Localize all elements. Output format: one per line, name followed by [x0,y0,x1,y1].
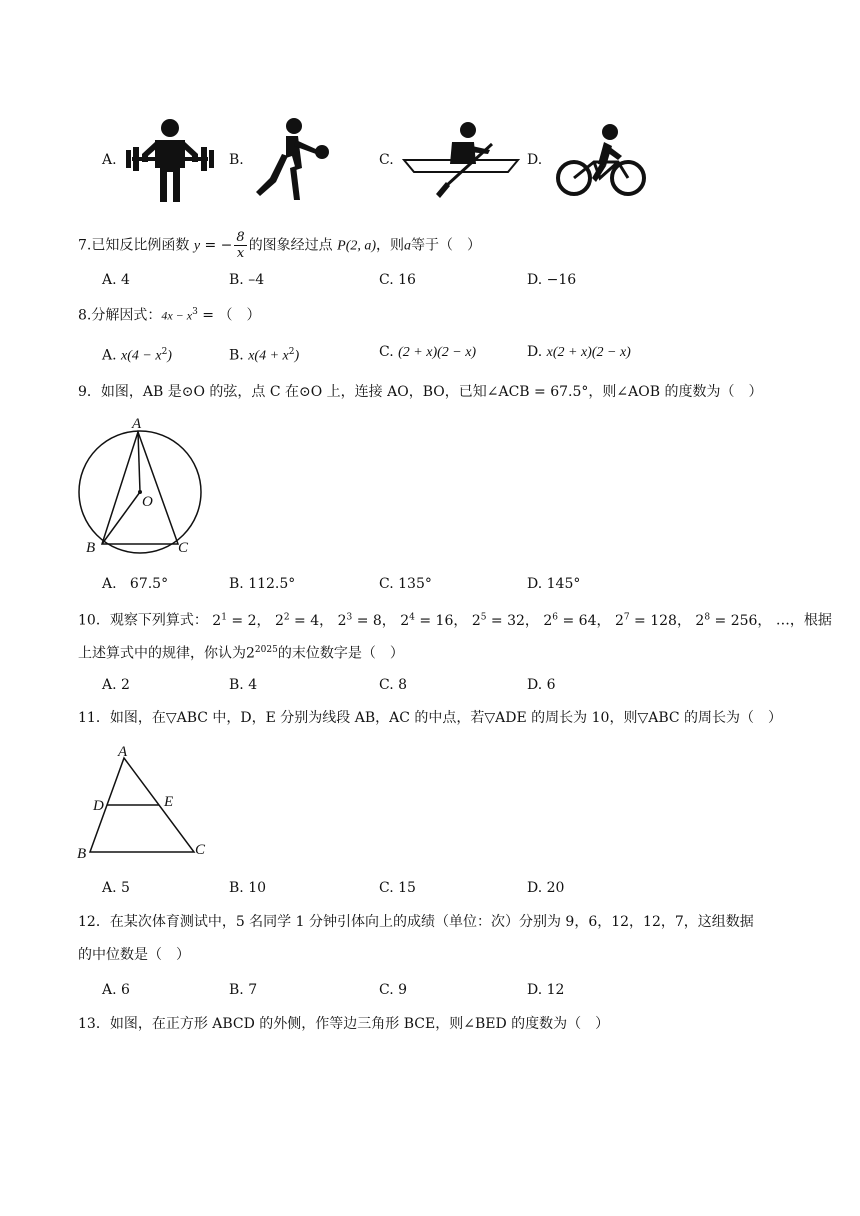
q9-option-b: B. 112.5° [229,576,296,592]
q7-option-d: D. −16 [527,272,577,288]
q10-power-8: $2^8 = 256$， [695,612,772,629]
q9-stem: 9．如图，AB 是⊙O 的弦，点 C 在⊙O 上，连接 AO，BO，已知∠ACB = 67.5°，则∠AOB 的度数为（ ） [78,384,763,400]
q11-stem: 11．如图，在▽ABC 中，D，E 分别为线段 AB，AC 的中点，若▽ADE 的周长为 10，则▽ABC 的周长为（ ） [78,710,783,726]
q7-option-c: C. 16 [379,272,416,288]
q11-option-d: D. 20 [527,880,565,896]
q8-option-a: A. $x(4 - x^2)$ [102,347,172,364]
volleyball-icon [252,116,332,202]
q9-option-c: C. 135° [379,576,432,592]
weightlifting-icon [124,116,216,204]
q6-option-b-letter: B. [229,152,244,168]
q11-label-e: E [164,794,174,810]
rowing-icon [402,120,520,200]
q6-option-c-letter: C. [379,152,394,168]
q11-label-b: B [77,846,87,862]
q9-circle-figure [74,412,210,560]
q12-stem-line2: 的中位数是（ ） [78,947,190,963]
q11-label-a: A [118,744,128,760]
q12-option-a: A. 6 [102,982,130,998]
q7-option-a: A. 4 [102,272,130,288]
q9-option-a: A. 67.5° [102,576,169,592]
q12-option-b: B. 7 [229,982,258,998]
q9-label-a: A [132,416,142,432]
q10-power-2: $2^2 = 4$， [274,612,334,629]
q10-stem-line2: 上述算式中的规律，你认为$2^{2025}$的末位数字是（ ） [78,645,404,662]
q13-stem: 13．如图，在正方形 ABCD 的外侧，作等边三角形 BCE，则∠BED 的度数为（ ） [78,1016,610,1032]
q12-stem-line1: 12．在某次体育测试中，5 名同学 1 分钟引体向上的成绩（单位：次）分别为 9，6，12，12，7，这组数据 [78,914,754,930]
q11-option-c: C. 15 [379,880,416,896]
q7-fraction: $\frac{8}{x}$ [236,230,245,261]
q10-power-1: $2^1 = 2$， [212,612,271,629]
q8-option-c: C. (2 + x)(2 − x) [379,344,477,360]
q9-label-c: C [178,540,189,556]
q10-power-5: $2^5 = 32$， [471,612,539,629]
q10-stem-line1: 10．观察下列算式： $2^1 = 2$， $2^2 = 4$， $2^3 = 8$， $2^4 = 16$， $2^5 = 32$， $2^6 = 64$， $2^7 = 128$， $2^8 = 256$， …，根据 [78,612,832,629]
q11-label-c: C [195,842,206,858]
q10-option-a: A. 2 [102,677,130,693]
q11-label-d: D [93,798,104,814]
q10-power-3: $2^3 = 8$， [337,612,396,629]
q11-option-a: A. 5 [102,880,130,896]
q10-option-b: B. 4 [229,677,258,693]
q9-label-o: O [142,494,153,510]
q11-option-b: B. 10 [229,880,267,896]
q8-stem: 8.分解因式：$4x - x^3$ = （ ） [78,307,261,324]
q10-option-c: C. 8 [379,677,408,693]
q10-option-d: D. 6 [527,677,556,693]
q7-option-b: B. –4 [229,272,265,288]
q12-option-d: D. 12 [527,982,565,998]
q6-option-a-letter: A. [102,152,117,168]
q10-power-6: $2^6 = 64$， [543,612,611,629]
q10-power-7: $2^7 = 128$， [614,612,691,629]
q9-option-d: D. 145° [527,576,581,592]
cycling-icon [554,122,648,198]
q6-option-d-letter: D. [527,152,543,168]
q12-option-c: C. 9 [379,982,408,998]
q7-stem: 7.已知反比例函数 y = − $\frac{8}{x}$ 的图象经过点 P(2, a)，则a等于（ ） [78,230,482,261]
q8-option-b: B. $x(4 + x^2)$ [229,347,300,364]
q8-option-d: D. x(2 + x)(2 − x) [527,344,631,360]
q11-triangle-figure [74,740,214,864]
q10-power-4: $2^4 = 16$， [400,612,468,629]
q9-label-b: B [86,540,96,556]
